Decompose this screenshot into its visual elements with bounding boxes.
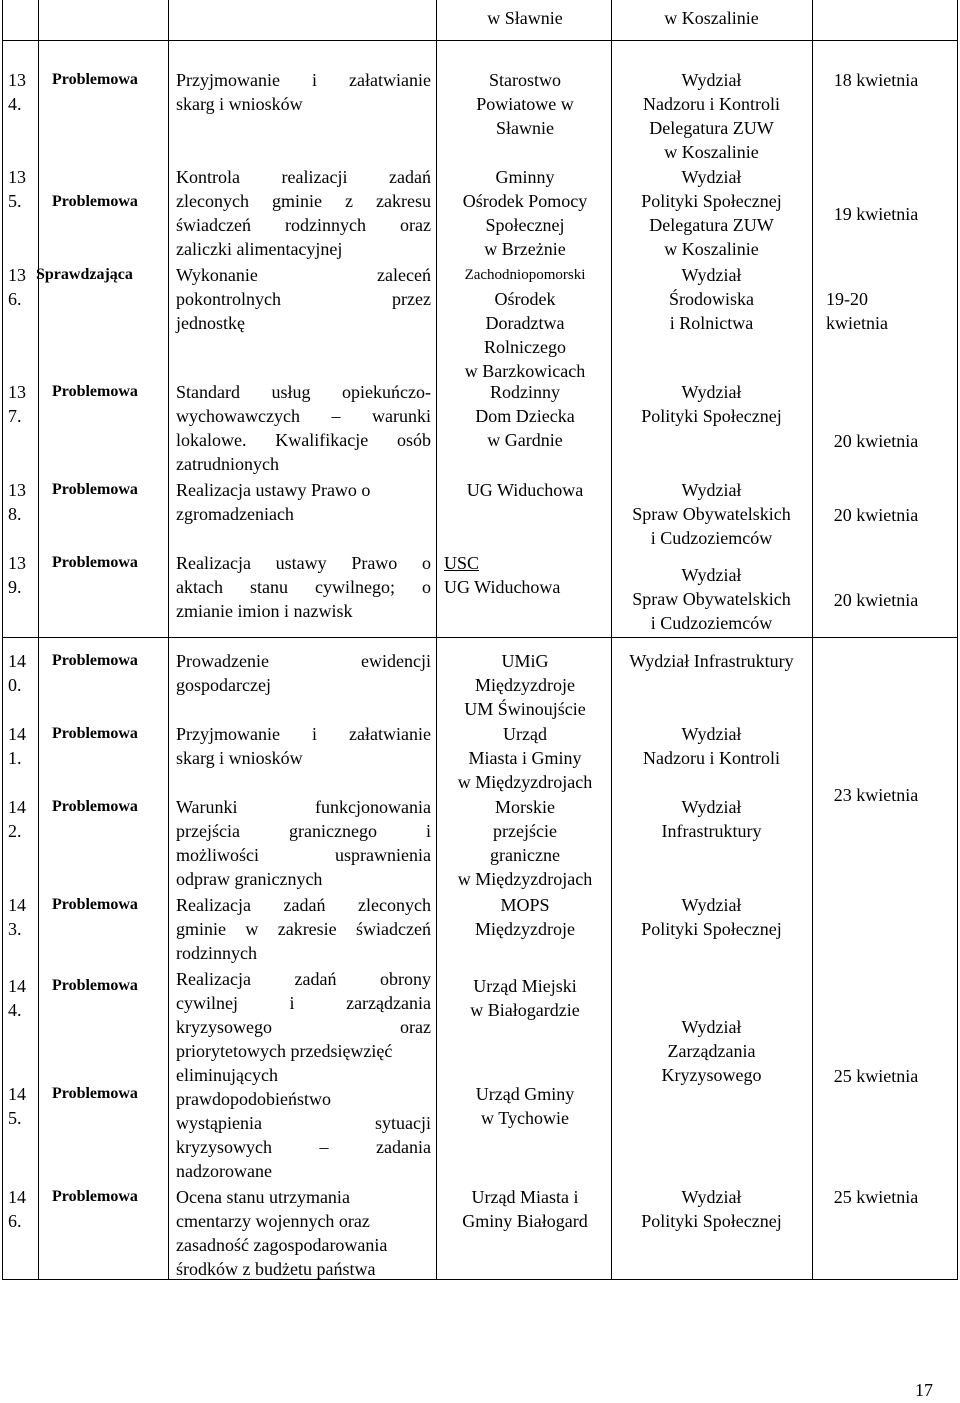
control-topic: Kontrola realizacji zadań zleconych gminie z zakresu świadczeń rodzinnych oraz zaliczki alimentacyjnej (176, 167, 431, 259)
control-type: Problemowa (52, 193, 138, 210)
control-topic: Wykonanie zaleceń pokontrolnych przez jednostkę (176, 265, 431, 333)
row-number: 14 4. (8, 976, 26, 1020)
controlled-unit: MOPS Międzyzdroje (475, 895, 575, 939)
row-number: 13 7. (8, 382, 26, 426)
control-type: Problemowa (52, 71, 138, 88)
control-topic: Prowadzenie ewidencji gospodarczej (176, 651, 431, 695)
controlled-unit: UMiG Międzyzdroje UM Świnoujście (464, 651, 586, 719)
control-date: 20 kwietnia (833, 505, 919, 525)
control-type: Problemowa (52, 652, 138, 669)
row-number: 13 5. (8, 167, 26, 211)
controlling-department: Wydział Polityki Społecznej Delegatura ZUW w Koszalinie (641, 167, 782, 259)
col-line-4 (611, 0, 612, 1280)
header-organ: w Koszalinie (664, 8, 759, 28)
control-date: 19 kwietnia (833, 204, 919, 224)
controlling-department: Wydział Infrastruktury (661, 797, 762, 841)
controlled-unit: Rodzinny Dom Dziecka w Gardnie (475, 382, 575, 450)
controlling-department: Wydział Spraw Obywatelskich i Cudzoziemców (632, 565, 791, 633)
control-topic: Realizacja zadań zleconych gminie w zakresie świadczeń rodzinnych (176, 895, 431, 963)
control-date: 25 kwietnia (833, 1066, 919, 1086)
control-date: 19-20 kwietnia (826, 289, 888, 333)
row-number: 14 1. (8, 724, 26, 768)
control-type: Sprawdzająca (36, 266, 133, 283)
col-line-0 (2, 0, 3, 1280)
control-topic: Realizacja ustawy Prawo o zgromadzeniach (176, 480, 371, 524)
control-type: Problemowa (52, 481, 138, 498)
col-line-2 (168, 0, 169, 1280)
row-line-bottom (2, 1279, 958, 1280)
row-number: 14 2. (8, 797, 26, 841)
control-date: 20 kwietnia (833, 431, 919, 451)
controlling-department: Wydział Infrastruktury (629, 651, 794, 671)
controlled-unit: Urząd Gminy w Tychowie (475, 1084, 575, 1128)
control-type: Problemowa (52, 725, 138, 742)
controlled-unit: Gminny Ośrodek Pomocy Społecznej w Brzeżnie (462, 167, 588, 259)
control-type: Problemowa (52, 977, 138, 994)
row-number: 13 6. (8, 265, 26, 309)
control-type: Problemowa (52, 798, 138, 815)
row-number: 14 0. (8, 651, 26, 695)
control-date: 18 kwietnia (833, 70, 919, 90)
row-number: 14 3. (8, 895, 26, 939)
controlled-unit: Zachodniopomorski Ośrodek Doradztwa Rolniczego w Barzkowicach (464, 267, 586, 381)
controlling-department: Wydział Polityki Społecznej (641, 895, 782, 939)
col-line-1 (38, 0, 39, 1280)
control-type: Problemowa (52, 554, 138, 571)
controlled-unit: Morskie przejście graniczne w Międzyzdrojach (457, 797, 593, 889)
controlling-department: Wydział Nadzoru i Kontroli (643, 724, 780, 768)
controlled-unit: USC UG Widuchowa (444, 553, 561, 597)
control-topic: Realizacja zadań obrony cywilnej i zarządzania kryzysowego oraz priorytetowych przedsięwzięć eliminujących prawdopodobieństwo wystąpienia sytuacji kryzysowych – zadania nadzorowane (176, 969, 431, 1181)
controlling-department: Wydział Polityki Społecznej (641, 382, 782, 426)
control-type: Problemowa (52, 1085, 138, 1102)
controlling-department: Wydział Zarządzania Kryzysowego (661, 1017, 762, 1085)
control-topic: Ocena stanu utrzymania cmentarzy wojennych oraz zasadność zagospodarowania środków z budżetu państwa (176, 1187, 388, 1279)
controlled-unit: Starostwo Powiatowe w Sławnie (476, 70, 574, 138)
row-number: 13 4. (8, 70, 26, 114)
controlling-department: Wydział Nadzoru i Kontroli Delegatura ZUW w Koszalinie (643, 70, 780, 162)
control-date: 25 kwietnia (833, 1187, 919, 1207)
row-number: 14 5. (8, 1084, 26, 1128)
row-number: 14 6. (8, 1187, 26, 1231)
controlled-unit: UG Widuchowa (466, 480, 584, 500)
control-type: Problemowa (52, 1188, 138, 1205)
control-topic: Standard usług opiekuńczo- wychowawczych – warunki lokalowe. Kwalifikacje osób zatrudnionych (176, 382, 431, 474)
control-topic: Warunki funkcjonowania przejścia granicznego i możliwości usprawnienia odpraw granicznych (176, 797, 431, 889)
control-date: 23 kwietnia (833, 785, 919, 805)
controlling-department: Wydział Polityki Społecznej (641, 1187, 782, 1231)
col-line-6 (957, 0, 958, 1280)
controlled-unit: Urząd Miasta i Gminy Białogard (462, 1187, 588, 1231)
col-line-5 (812, 0, 813, 1280)
control-date: 20 kwietnia (833, 590, 919, 610)
controlled-unit: Urząd Miasta i Gminy w Międzyzdrojach (457, 724, 593, 792)
header-jednostka: w Sławnie (487, 8, 563, 28)
col-line-3 (436, 0, 437, 1280)
row-line-section (2, 637, 958, 638)
control-topic: Przyjmowanie i załatwianie skarg i wniosków (176, 70, 431, 114)
controlled-unit: Urząd Miejski w Białogardzie (470, 976, 580, 1020)
control-type: Problemowa (52, 383, 138, 400)
controlling-department: Wydział Spraw Obywatelskich i Cudzoziemców (632, 480, 791, 548)
control-type: Problemowa (52, 896, 138, 913)
control-topic: Realizacja ustawy Prawo o aktach stanu cywilnego; o zmianie imion i nazwisk (176, 553, 431, 621)
row-number: 13 9. (8, 553, 26, 597)
controlling-department: Wydział Środowiska i Rolnictwa (669, 265, 754, 333)
row-number: 13 8. (8, 480, 26, 524)
control-topic: Przyjmowanie i załatwianie skarg i wniosków (176, 724, 431, 768)
row-line-header (2, 40, 958, 41)
page-number: 17 (915, 1380, 933, 1400)
